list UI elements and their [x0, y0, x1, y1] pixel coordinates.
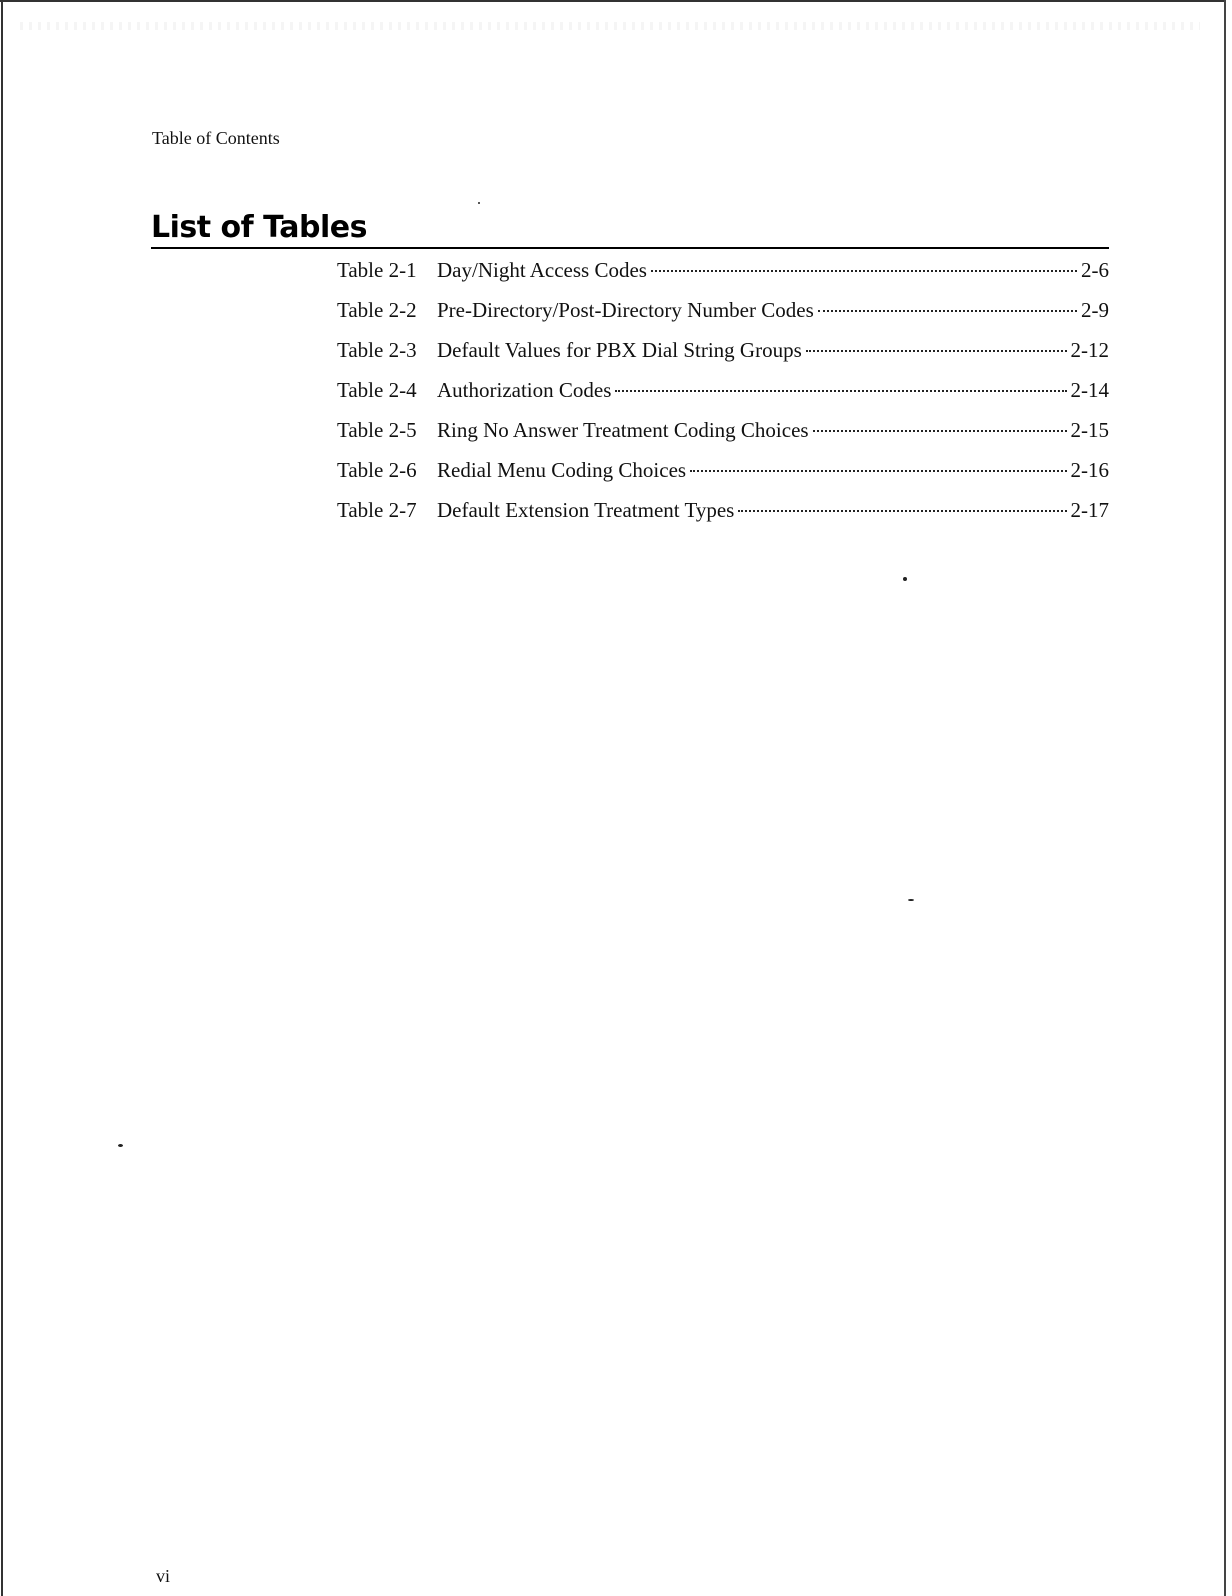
dot-leader — [818, 310, 1077, 312]
toc-entry-title: Day/Night Access Codes — [437, 258, 647, 282]
dot-leader — [651, 270, 1077, 272]
running-header: Table of Contents — [152, 128, 280, 148]
dot-leader — [806, 350, 1067, 352]
toc-entry-table-2-5[interactable] — [337, 418, 1109, 458]
toc-entry-number: Table 2-3 — [337, 338, 417, 362]
toc-entry-title: Ring No Answer Treatment Coding Choices — [437, 418, 809, 442]
toc-entry-page: 2-15 — [1070, 418, 1109, 442]
title-rule — [151, 247, 1109, 249]
toc-entry-title: Default Extension Treatment Types — [437, 498, 735, 522]
toc-entry-number: Table 2-5 — [337, 418, 417, 442]
toc-entry-table-2-2[interactable] — [337, 298, 1109, 338]
toc-entry-page: 2-16 — [1070, 458, 1109, 482]
toc-entry-title: Authorization Codes — [437, 378, 612, 402]
page-number: vi — [156, 1566, 171, 1586]
toc-entry-number: Table 2-2 — [337, 298, 417, 322]
toc-entry-title: Pre-Directory/Post-Directory Number Codes — [437, 298, 814, 322]
toc-entry-page: 2-17 — [1070, 498, 1109, 522]
toc-entry-table-2-4[interactable] — [337, 378, 1109, 418]
toc-entry-number: Table 2-7 — [337, 498, 417, 522]
dot-leader — [738, 510, 1066, 512]
toc-entry-title: Default Values for PBX Dial String Groups — [437, 338, 802, 362]
toc-entry-table-2-1[interactable] — [337, 258, 1109, 298]
scan-noise — [20, 22, 1200, 30]
scan-speck — [903, 577, 907, 581]
dot-leader — [690, 470, 1066, 472]
toc-entry-page: 2-12 — [1070, 338, 1109, 362]
list-of-tables — [337, 258, 1109, 538]
page-border-top — [0, 0, 1226, 8]
toc-entry-page: 2-14 — [1070, 378, 1109, 402]
toc-entry-table-2-3[interactable] — [337, 338, 1109, 378]
toc-entry-title: Redial Menu Coding Choices — [437, 458, 687, 482]
dot-leader — [813, 430, 1067, 432]
dot-leader — [615, 390, 1066, 392]
toc-entry-number: Table 2-1 — [337, 258, 417, 282]
section-title: List of Tables — [151, 210, 367, 245]
scan-speck — [908, 899, 914, 901]
scan-speck — [478, 202, 480, 204]
toc-entry-table-2-6[interactable] — [337, 458, 1109, 498]
toc-entry-number: Table 2-4 — [337, 378, 417, 402]
toc-entry-number: Table 2-6 — [337, 458, 417, 482]
page-border-right — [1224, 0, 1226, 1596]
toc-entry-table-2-7[interactable] — [337, 498, 1109, 538]
page-border-left — [1, 0, 3, 1596]
toc-entry-page: 2-6 — [1081, 258, 1109, 282]
toc-entry-page: 2-9 — [1081, 298, 1109, 322]
scan-speck — [118, 1144, 123, 1147]
